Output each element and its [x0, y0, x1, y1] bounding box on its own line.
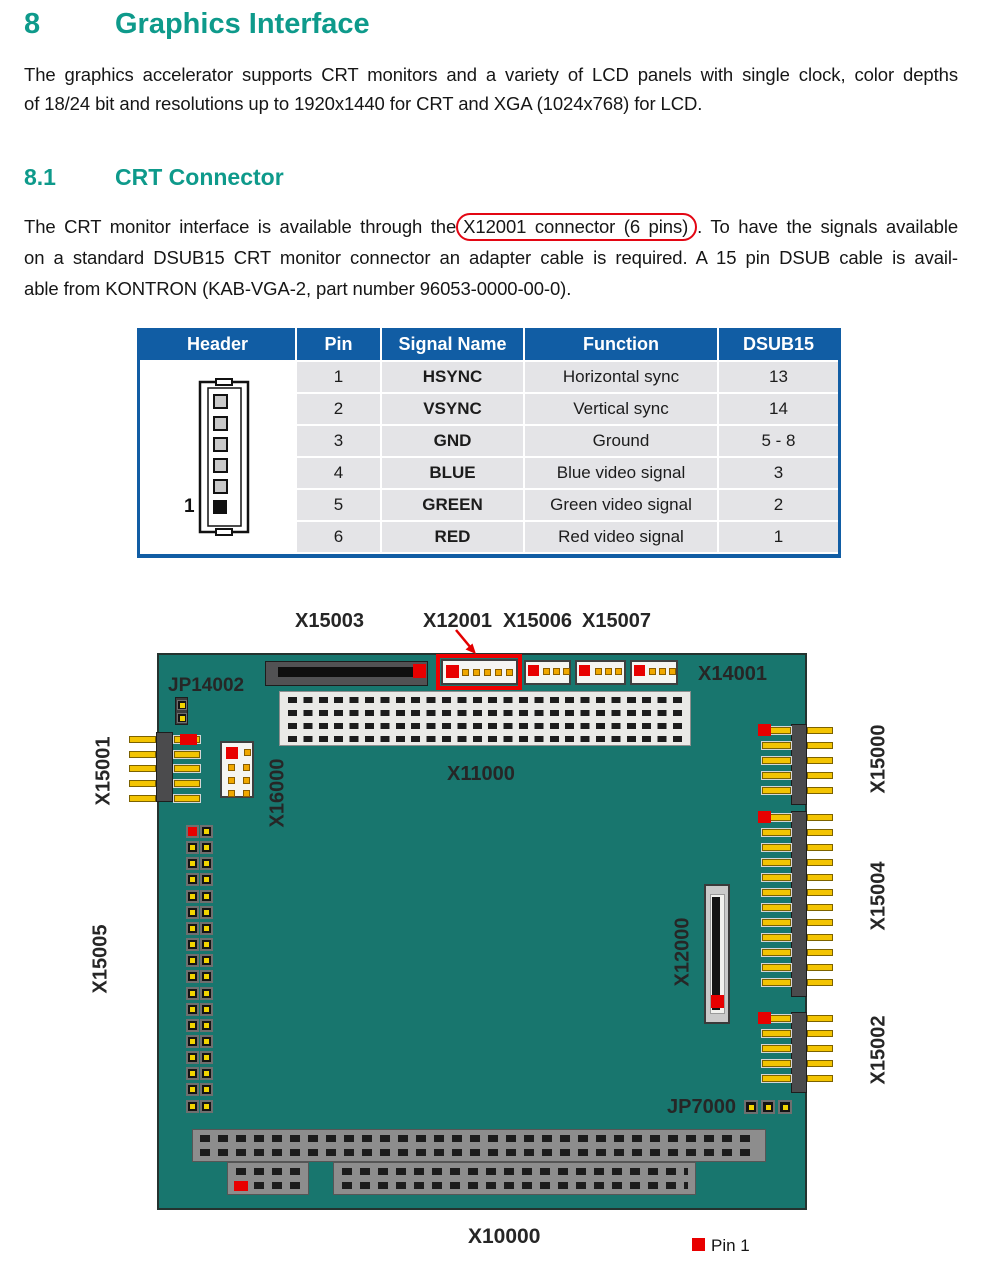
cell-function: Vertical sync: [525, 394, 717, 424]
label-x11000: X11000: [447, 763, 515, 785]
x15000-pin: [807, 757, 833, 764]
x15004-pin: [807, 829, 833, 836]
cell-dsub: 2: [719, 490, 838, 520]
x15005-pin: [200, 1067, 213, 1080]
x15005-pin: [186, 873, 199, 886]
x15001-pin: [129, 780, 156, 787]
x15007-pin1-marker: [579, 665, 590, 676]
x15001-pin: [129, 736, 156, 743]
label-x15004: X15004: [867, 861, 890, 931]
x15004-pin: [807, 919, 833, 926]
x15005-pin: [186, 922, 199, 935]
x15006-pin: [543, 668, 550, 675]
x15001-pin: [129, 795, 156, 802]
x15004-pin: [762, 829, 791, 836]
x15005-pin: [200, 1100, 213, 1113]
x16000-pin1-marker: [226, 747, 238, 759]
x15002-pin: [807, 1075, 833, 1082]
x15004-pin: [762, 934, 791, 941]
x16000-pin: [244, 749, 251, 756]
jp7000-pin: [744, 1100, 758, 1114]
x15004-pin: [762, 844, 791, 851]
x15005-pin: [200, 857, 213, 870]
x15000-connector: [791, 724, 807, 805]
x15002-pin: [762, 1045, 791, 1052]
x15000-pin: [762, 757, 791, 764]
top-connector-4-pin: [649, 668, 656, 675]
x15000-pin: [762, 742, 791, 749]
x16000-pin: [228, 790, 235, 797]
cell-signal: BLUE: [382, 458, 523, 488]
x15005-pin: [186, 841, 199, 854]
x15002-pin: [762, 1030, 791, 1037]
subsection-number: 8.1: [24, 164, 56, 190]
x15000-pin: [807, 772, 833, 779]
x15004-connector: [791, 811, 807, 997]
jp7000-pin: [761, 1100, 775, 1114]
x15004-pin: [762, 949, 791, 956]
cell-pin: 5: [297, 490, 380, 520]
cell-signal: HSYNC: [382, 362, 523, 392]
x15004-pin: [762, 904, 791, 911]
crt-line1-before: The CRT monitor interface is available through the: [24, 216, 457, 237]
x15002-pin1-marker: [758, 1012, 771, 1024]
x15005-pin: [200, 1003, 213, 1016]
x15005-pin: [200, 987, 213, 1000]
section-title: Graphics Interface: [115, 8, 370, 40]
x15006-pin1-marker: [528, 665, 539, 676]
x15000-pin: [807, 727, 833, 734]
crt-line1-after: . To have the signals available: [697, 216, 959, 237]
x15004-pin1-marker: [758, 811, 771, 823]
cell-pin: 3: [297, 426, 380, 456]
label-x15001: X15001: [92, 736, 115, 806]
label-jp14002: JP14002: [168, 675, 245, 696]
x15005-pin: [186, 857, 199, 870]
x10000-pins-top: [200, 1135, 758, 1156]
x15005-pin: [200, 954, 213, 967]
x15005-pin: [186, 1019, 199, 1032]
x15005-pin1-marker: [186, 825, 199, 838]
x15004-pin: [807, 964, 833, 971]
label-x15002: X15002: [867, 1015, 890, 1085]
x15003-slot: [278, 667, 417, 677]
x15005-pin: [200, 970, 213, 983]
col-header-dsub15: DSUB15: [719, 328, 838, 360]
x15001-connector: [156, 732, 173, 802]
x15004-pin: [807, 949, 833, 956]
x15001-pin1-marker: [180, 734, 197, 745]
x15004-pin: [807, 844, 833, 851]
x15005-pin: [200, 825, 213, 838]
x15004-pin: [762, 859, 791, 866]
x15005-pin: [186, 906, 199, 919]
col-header-header: Header: [140, 328, 295, 360]
label-x15006: X15006: [503, 610, 572, 632]
cell-signal: RED: [382, 522, 523, 552]
x15005-pin: [186, 890, 199, 903]
col-header-pin: Pin: [297, 328, 380, 360]
x15001-pin: [129, 765, 156, 772]
x12000-pin1-marker: [711, 995, 724, 1008]
label-x15003: X15003: [295, 610, 364, 632]
x15004-pin: [762, 919, 791, 926]
x15002-pin: [762, 1075, 791, 1082]
x15002-pin: [807, 1015, 833, 1022]
cell-function: Ground: [525, 426, 717, 456]
x15005-pin: [200, 1051, 213, 1064]
cell-pin: 4: [297, 458, 380, 488]
cell-dsub: 14: [719, 394, 838, 424]
x15004-pin: [807, 859, 833, 866]
x15004-pin: [762, 964, 791, 971]
x15005-pin: [200, 873, 213, 886]
x15004-pin: [762, 889, 791, 896]
x15000-pin: [807, 787, 833, 794]
cell-function: Green video signal: [525, 490, 717, 520]
x15005-pin: [200, 1083, 213, 1096]
label-x15007: X15007: [582, 610, 651, 632]
x15005-pin: [186, 954, 199, 967]
x11000-pins: [288, 697, 682, 742]
cell-dsub: 3: [719, 458, 838, 488]
x12000-slot: [712, 897, 720, 1010]
intro-line-2: of 18/24 bit and resolutions up to 1920x1440 for CRT and XGA (1024x768) for LCD.: [24, 93, 703, 114]
x15003-pin1-marker: [413, 664, 426, 678]
x15005-pin: [200, 922, 213, 935]
jp14002-pin: [177, 713, 187, 723]
jp7000-pin: [778, 1100, 792, 1114]
x15007-pin: [615, 668, 622, 675]
x15005-pin: [200, 1019, 213, 1032]
x16000-pin: [228, 777, 235, 784]
x15004-pin: [807, 874, 833, 881]
x15004-pin: [807, 934, 833, 941]
x15001-pin: [174, 765, 200, 772]
x10000-pin1-marker: [234, 1181, 248, 1191]
x15007-pin: [595, 668, 602, 675]
label-jp7000: JP7000: [667, 1096, 736, 1118]
x15007-pin: [605, 668, 612, 675]
x15005-pin: [200, 841, 213, 854]
pin1-legend-label: Pin 1: [711, 1236, 750, 1255]
x15005-pin: [200, 1035, 213, 1048]
x15005-pin: [186, 938, 199, 951]
x15001-pin: [129, 751, 156, 758]
cell-pin: 1: [297, 362, 380, 392]
x15005-pin: [186, 987, 199, 1000]
crt-line-2: on a standard DSUB15 CRT monitor connector an adapter cable is required. A 15 pin DSUB cable is avail-: [24, 247, 958, 268]
x16000-pin: [228, 764, 235, 771]
x15005-pin: [186, 1083, 199, 1096]
x12001-highlight-frame: [436, 654, 522, 690]
x15005-pin: [200, 906, 213, 919]
x15005-pin: [186, 970, 199, 983]
label-x12001: X12001: [423, 610, 492, 632]
x16000-pin: [243, 790, 250, 797]
label-x16000: X16000: [266, 758, 289, 828]
cell-signal: GND: [382, 426, 523, 456]
x15005-pin: [186, 1051, 199, 1064]
drawing-pin1-label: 1: [184, 496, 195, 517]
x15000-pin: [762, 772, 791, 779]
cell-function: Blue video signal: [525, 458, 717, 488]
x15004-pin: [762, 979, 791, 986]
col-header-signal: Signal Name: [382, 328, 523, 360]
section-number: 8: [24, 8, 41, 40]
x15002-pin: [762, 1060, 791, 1067]
x15002-connector: [791, 1012, 807, 1093]
intro-line-1: The graphics accelerator supports CRT monitors and a variety of LCD panels with single clock, color depths: [24, 64, 958, 85]
crt-line-3: able from KONTRON (KAB-VGA-2, part number 96053-0000-00-0).: [24, 278, 572, 299]
x15005-pin: [186, 1003, 199, 1016]
label-x15000: X15000: [867, 724, 890, 794]
label-x12000: X12000: [671, 917, 694, 987]
x15001-pin: [174, 795, 200, 802]
x15004-pin: [762, 874, 791, 881]
x15004-pin: [807, 904, 833, 911]
x15004-pin: [807, 979, 833, 986]
top-connector-4-pin1-marker: [634, 665, 645, 676]
x10000-pins-right: [342, 1168, 688, 1189]
label-x15005: X15005: [89, 924, 112, 994]
highlight-oval: X12001 connector (6 pins): [456, 213, 697, 241]
x15002-pin: [807, 1045, 833, 1052]
x15005-pin: [200, 938, 213, 951]
x15002-pin: [807, 1030, 833, 1037]
cell-signal: GREEN: [382, 490, 523, 520]
x16000-pin: [243, 777, 250, 784]
x15001-pin: [174, 780, 200, 787]
label-x14001: X14001: [698, 663, 767, 685]
x15000-pin: [762, 787, 791, 794]
cell-dsub: 5 - 8: [719, 426, 838, 456]
x15000-pin1-marker: [758, 724, 771, 736]
subsection-title: CRT Connector: [115, 164, 284, 190]
jp14002-pin: [177, 700, 187, 710]
cell-dsub: 1: [719, 522, 838, 552]
x15002-pin: [807, 1060, 833, 1067]
top-connector-4-pin: [659, 668, 666, 675]
x15004-pin: [807, 889, 833, 896]
x15005-pin: [200, 890, 213, 903]
cell-pin: 6: [297, 522, 380, 552]
top-connector-4-pin: [669, 668, 676, 675]
cell-function: Red video signal: [525, 522, 717, 552]
x15001-pin: [174, 751, 200, 758]
cell-pin: 2: [297, 394, 380, 424]
cell-function: Horizontal sync: [525, 362, 717, 392]
x15005-pin: [186, 1035, 199, 1048]
x15006-pin: [553, 668, 560, 675]
label-x10000: X10000: [468, 1225, 541, 1248]
x15006-pin: [563, 668, 570, 675]
x15000-pin: [807, 742, 833, 749]
pin1-legend-icon: [692, 1238, 705, 1251]
x15005-pin: [186, 1100, 199, 1113]
col-header-function: Function: [525, 328, 717, 360]
x15005-pin: [186, 1067, 199, 1080]
x16000-pin: [243, 764, 250, 771]
cell-dsub: 13: [719, 362, 838, 392]
x15004-pin: [807, 814, 833, 821]
cell-signal: VSYNC: [382, 394, 523, 424]
